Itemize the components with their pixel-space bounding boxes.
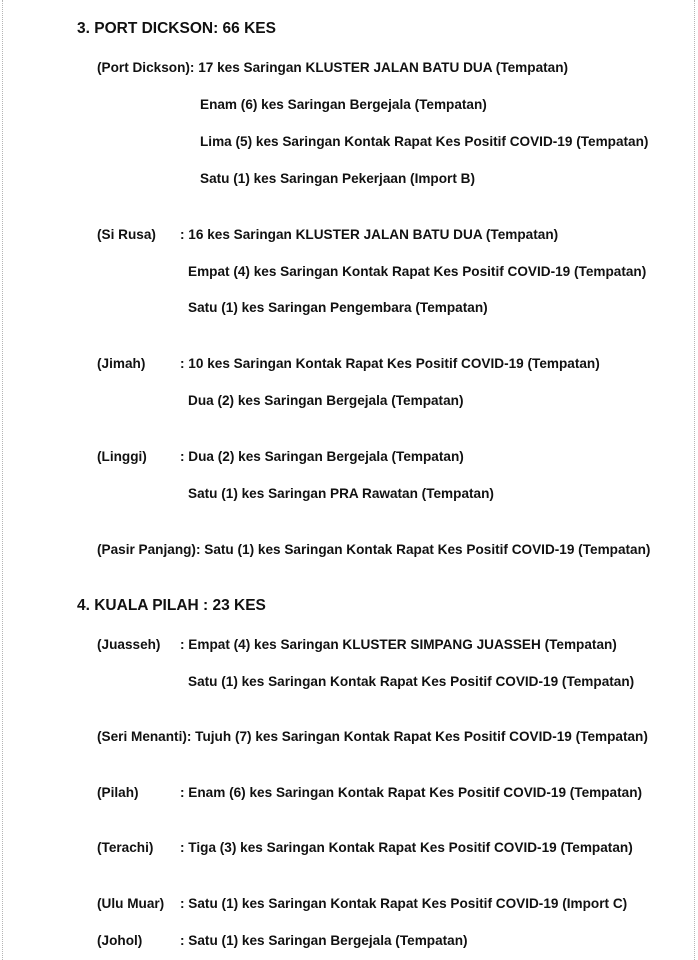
location-label-si-rusa: (Si Rusa) xyxy=(97,227,156,242)
location-label-linggi: (Linggi) xyxy=(97,449,147,464)
line-si-rusa-2: Empat (4) kes Saringan Kontak Rapat Kes Positif COVID-19 (Tempatan) xyxy=(188,264,647,279)
line-jimah-2: Dua (2) kes Saringan Bergejala (Tempatan) xyxy=(188,393,464,408)
location-label-juasseh: (Juasseh) xyxy=(97,637,161,652)
line-pilah-1: : Enam (6) kes Saringan Kontak Rapat Kes Positif COVID-19 (Tempatan) xyxy=(180,785,643,800)
section-heading-kuala-pilah: 4. KUALA PILAH : 23 KES xyxy=(77,597,266,614)
line-port-dickson-4: Satu (1) kes Saringan Pekerjaan (Import B) xyxy=(200,171,475,186)
line-si-rusa-1: : 16 kes Saringan KLUSTER JALAN BATU DUA (Tempatan) xyxy=(180,227,559,242)
section-heading-port-dickson: 3. PORT DICKSON: 66 KES xyxy=(77,20,276,37)
line-johol-1: : Satu (1) kes Saringan Bergejala (Tempatan) xyxy=(180,933,468,948)
line-ulu-muar-1: : Satu (1) kes Saringan Kontak Rapat Kes Positif COVID-19 (Import C) xyxy=(180,896,628,911)
location-label-johol: (Johol) xyxy=(97,933,143,948)
line-jimah-1: : 10 kes Saringan Kontak Rapat Kes Positif COVID-19 (Tempatan) xyxy=(180,356,600,371)
line-terachi-1: : Tiga (3) kes Saringan Kontak Rapat Kes Positif COVID-19 (Tempatan) xyxy=(180,840,633,855)
line-port-dickson-2: Enam (6) kes Saringan Bergejala (Tempatan) xyxy=(200,97,487,112)
line-pasir-panjang: (Pasir Panjang): Satu (1) kes Saringan Kontak Rapat Kes Positif COVID-19 (Tempatan) xyxy=(97,542,651,557)
location-label-terachi: (Terachi) xyxy=(97,840,154,855)
line-port-dickson-1: (Port Dickson): 17 kes Saringan KLUSTER JALAN BATU DUA (Tempatan) xyxy=(97,60,569,75)
page-border-left xyxy=(2,0,4,960)
line-port-dickson-3: Lima (5) kes Saringan Kontak Rapat Kes Positif COVID-19 (Tempatan) xyxy=(200,134,649,149)
line-juasseh-2: Satu (1) kes Saringan Kontak Rapat Kes Positif COVID-19 (Tempatan) xyxy=(188,674,635,689)
location-label-ulu-muar: (Ulu Muar) xyxy=(97,896,165,911)
line-si-rusa-3: Satu (1) kes Saringan Pengembara (Tempatan) xyxy=(188,300,488,315)
line-seri-menanti: (Seri Menanti): Tujuh (7) kes Saringan Kontak Rapat Kes Positif COVID-19 (Tempatan) xyxy=(97,729,648,744)
line-linggi-2: Satu (1) kes Saringan PRA Rawatan (Tempatan) xyxy=(188,486,494,501)
line-linggi-1: : Dua (2) kes Saringan Bergejala (Tempatan) xyxy=(180,449,464,464)
page-border-right xyxy=(694,0,696,960)
location-label-pilah: (Pilah) xyxy=(97,785,139,800)
line-juasseh-1: : Empat (4) kes Saringan KLUSTER SIMPANG JUASSEH (Tempatan) xyxy=(180,637,617,652)
location-label-jimah: (Jimah) xyxy=(97,356,146,371)
